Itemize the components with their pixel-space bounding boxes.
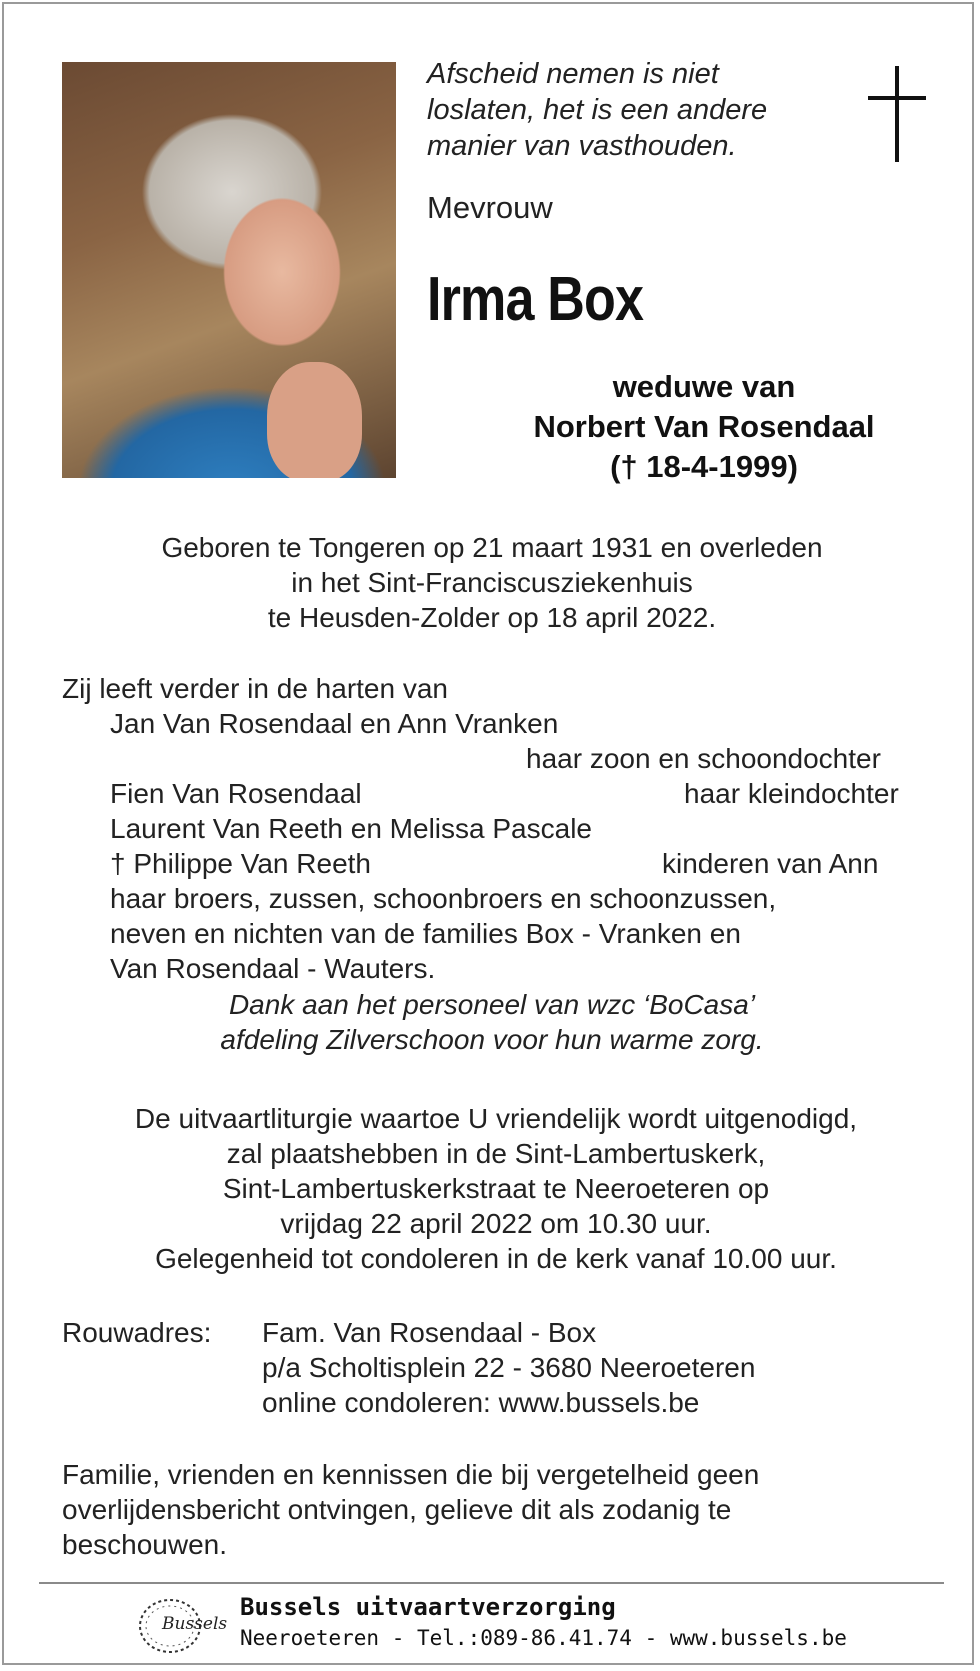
address-label: Rouwadres: bbox=[62, 1317, 212, 1348]
closing-line: Familie, vrienden en kennissen die bij vergetelheid geen bbox=[62, 1459, 760, 1490]
bussels-logo bbox=[136, 1596, 228, 1656]
family-member: Van Rosendaal - Wauters. bbox=[110, 953, 436, 984]
thanks-line: Dank aan het personeel van wzc ‘BoCasa’ bbox=[228, 989, 756, 1020]
logo-text: Bussels bbox=[162, 1614, 228, 1634]
quote-line: manier van vasthouden. bbox=[427, 130, 737, 162]
deceased-name: Irma Box bbox=[427, 265, 644, 334]
family-member: † Philippe Van Reeth bbox=[110, 848, 371, 879]
liturgy-line: Gelegenheid tot condoleren in de kerk vanaf 10.00 uur. bbox=[155, 1243, 837, 1274]
address-line: online condoleren: www.bussels.be bbox=[262, 1387, 700, 1418]
family-member: haar broers, zussen, schoonbroers en schoonzussen, bbox=[110, 883, 777, 914]
family-member: Laurent Van Reeth en Melissa Pascale bbox=[110, 813, 592, 844]
thanks-line: afdeling Zilverschoon voor hun warme zorg. bbox=[220, 1024, 764, 1055]
address-line: Fam. Van Rosendaal - Box bbox=[262, 1317, 597, 1348]
quote-line: Afscheid nemen is niet bbox=[427, 58, 719, 90]
spouse-death-date: († 18-4-1999) bbox=[610, 449, 798, 484]
birth-death-info bbox=[62, 530, 922, 635]
closing-note bbox=[62, 1457, 862, 1562]
info-line: in het Sint-Franciscusziekenhuis bbox=[291, 567, 693, 598]
funeral-liturgy bbox=[62, 1101, 930, 1276]
widow-of-label: weduwe van bbox=[612, 369, 796, 404]
liturgy-line: vrijdag 22 april 2022 om 10.30 uur. bbox=[280, 1208, 712, 1239]
spouse-name: Norbert Van Rosendaal bbox=[533, 409, 875, 444]
liturgy-line: De uitvaartliturgie waartoe U vriendelijk wordt uitgenodigd, bbox=[134, 1103, 858, 1134]
info-line: Geboren te Tongeren op 21 maart 1931 en overleden bbox=[161, 532, 823, 563]
footer-divider bbox=[39, 1582, 944, 1584]
family-intro: Zij leeft verder in de harten van bbox=[62, 673, 448, 704]
liturgy-line: zal plaatshebben in de Sint-Lambertuskerk, bbox=[226, 1138, 766, 1169]
liturgy-line: Sint-Lambertuskerkstraat te Neeroeteren op bbox=[222, 1173, 770, 1204]
family-relation: haar zoon en schoondochter bbox=[526, 743, 881, 774]
family-member: Fien Van Rosendaal bbox=[110, 778, 362, 809]
info-line: te Heusden-Zolder op 18 april 2022. bbox=[267, 602, 717, 633]
closing-line: overlijdensbericht ontvingen, gelieve dit als zodanig te bbox=[62, 1494, 732, 1525]
family-member: neven en nichten van de families Box - Vranken en bbox=[110, 918, 741, 949]
thanks-note bbox=[62, 987, 922, 1057]
cross-icon bbox=[868, 66, 928, 162]
death-notice-card bbox=[2, 2, 974, 1665]
address-line: p/a Scholtisplein 22 - 3680 Neeroeteren bbox=[262, 1352, 756, 1383]
family-list bbox=[62, 671, 934, 986]
portrait-photo bbox=[62, 62, 396, 478]
family-relation: haar kleindochter bbox=[684, 778, 899, 809]
title-prefix: Mevrouw bbox=[427, 190, 553, 225]
widow-of-block bbox=[424, 367, 980, 487]
family-member: Jan Van Rosendaal en Ann Vranken bbox=[110, 708, 559, 739]
company-contact: Neeroeteren - Tel.:089-86.41.74 - www.bussels.be bbox=[240, 1626, 847, 1650]
family-relation: kinderen van Ann bbox=[662, 848, 879, 879]
portrait-hand bbox=[267, 362, 362, 478]
company-name: Bussels uitvaartverzorging bbox=[240, 1593, 616, 1621]
farewell-quote bbox=[427, 56, 807, 164]
closing-line: beschouwen. bbox=[62, 1529, 228, 1560]
quote-line: loslaten, het is een andere bbox=[427, 94, 768, 126]
